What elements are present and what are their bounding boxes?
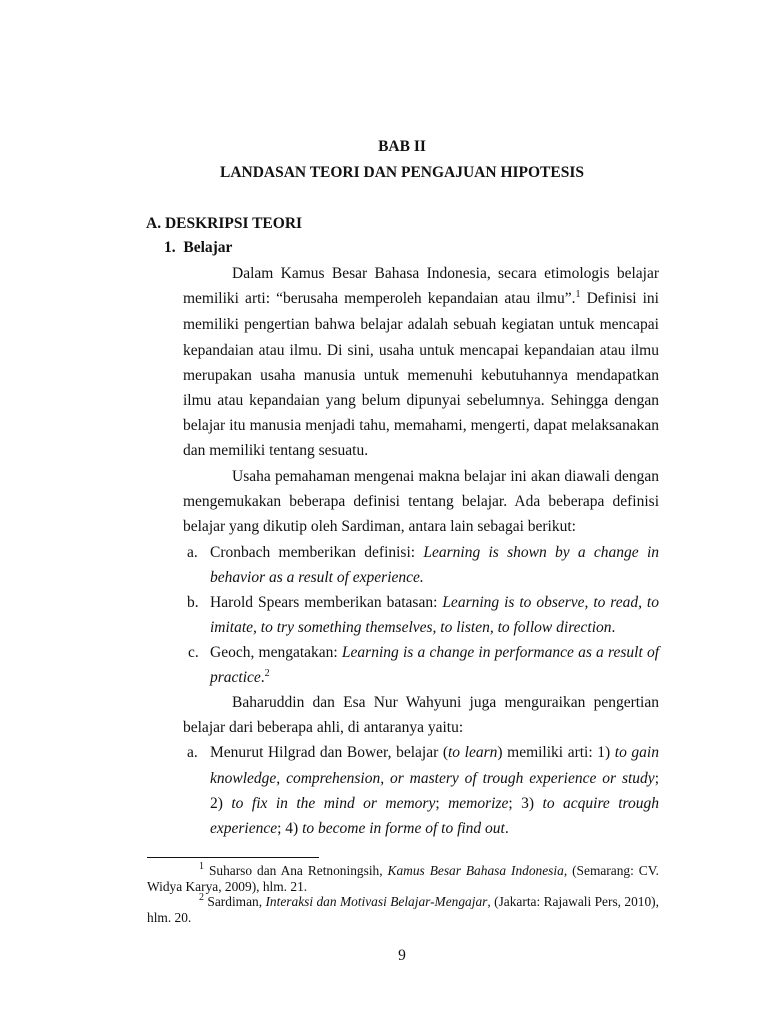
section-heading: A. DESKRIPSI TEORI: [146, 215, 303, 232]
text: .: [611, 619, 616, 636]
footnote-line: Widya Karya, 2009), hlm. 21.: [147, 879, 308, 894]
list-item-line: [210, 570, 424, 586]
text: ; 3): [508, 795, 543, 812]
footnote-line: [199, 861, 659, 878]
text: , (Semarang: CV.: [563, 863, 659, 878]
list-item-line: [210, 771, 659, 787]
list-marker: c.: [188, 644, 199, 661]
quote-text: imitate, to try something themselves, to listen, to follow direction: [210, 619, 612, 636]
paragraph-line: Baharuddin dan Esa Nur Wahyuni juga menguraikan pengertian: [232, 694, 659, 711]
text: .: [260, 669, 265, 686]
quote-text: to fix in the mind or memory: [231, 795, 436, 812]
text: 2): [210, 795, 232, 812]
paragraph-line: ilmu atau kepandaian yang belum dipunyai sebelumnya. Sehingga dengan: [183, 392, 659, 409]
paragraph-line: belajar yang dikutip oleh Sardiman, antara lain sebagai berikut:: [183, 518, 576, 535]
paragraph-line: kepandaian atau ilmu. Di sini, usaha untuk mencapai kepandaian atau ilmu: [183, 342, 659, 359]
text: ;: [435, 795, 449, 812]
footnote-ref: 2: [264, 668, 270, 679]
paragraph-line: belajar dari beberapa ahli, di antaranya yaitu:: [183, 719, 464, 736]
text: Menurut Hilgrad dan Bower, belajar (: [210, 744, 448, 761]
quote-text: to gain: [614, 744, 659, 761]
paragraph-line: [183, 291, 659, 307]
paragraph-line: Dalam Kamus Besar Bahasa Indonesia, secara etimologis belajar: [232, 265, 659, 282]
chapter-title: LANDASAN TEORI DAN PENGAJUAN HIPOTESIS: [219, 164, 585, 181]
subsection-heading: 1. Belajar: [164, 239, 233, 256]
text: Suharso dan Ana Retnoningsih,: [204, 863, 388, 878]
quote-text: to acquire trough: [542, 795, 660, 812]
text: Cronbach memberikan definisi:: [210, 544, 424, 561]
list-item-line: [210, 620, 615, 636]
quote-text: Learning is a change in performance as a result of: [341, 644, 660, 661]
title-text: Kamus Besar Bahasa Indonesia: [387, 863, 564, 878]
text: ; 4): [277, 820, 303, 837]
quote-text: behavior as a result of experience.: [210, 569, 424, 586]
paragraph-line: merupakan usaha manusia untuk memenuhi kebutuhannya mendapatkan: [183, 367, 659, 384]
text: ) memiliki arti: 1): [497, 744, 615, 761]
list-item-line: [210, 595, 659, 611]
list-item-line: [210, 821, 509, 837]
list-marker: b.: [187, 594, 199, 611]
footnote-line: [199, 892, 659, 909]
footnote-number: 1: [199, 861, 204, 872]
quote-text: experience: [210, 820, 278, 837]
text: Harold Spears memberikan batasan:: [210, 594, 443, 611]
list-item-line: [210, 545, 659, 561]
paragraph-line: dan memiliki tentang sesuatu.: [183, 442, 369, 459]
list-item-line: [210, 645, 659, 661]
text: , (Jakarta: Rajawali Pers, 2010),: [487, 894, 659, 909]
footnote-ref: 1: [575, 289, 581, 300]
footnote-line: hlm. 20.: [147, 910, 192, 925]
footnote-separator: [147, 857, 319, 858]
paragraph-line: Usaha pemahaman mengenai makna belajar ini akan diawali dengan: [232, 468, 659, 485]
paragraph-line: belajar itu manusia menjadi tahu, memahami, mengerti, dapat melaksanakan: [183, 417, 659, 434]
list-marker: a.: [187, 544, 198, 561]
quote-text: memorize: [448, 795, 509, 812]
paragraph-line: memiliki pengertian bahwa belajar adalah sebuah kegiatan untuk mencapai: [183, 316, 659, 333]
quote-text: to become in forme of to find out: [302, 820, 505, 837]
text: .: [504, 820, 509, 837]
title-text: Interaksi dan Motivasi Belajar-Mengajar: [265, 894, 488, 909]
quote-text: Learning is to observe, to read, to: [442, 594, 659, 611]
quote-text: practice: [210, 669, 261, 686]
text: memiliki arti: “berusaha memperoleh kepandaian atau ilmu”.: [183, 290, 576, 307]
text: Sardiman,: [204, 894, 266, 909]
quote-text: knowledge, comprehension, or mastery of trough experience or study: [210, 770, 655, 787]
page-number: 9: [398, 947, 406, 964]
text: Geoch, mengatakan:: [210, 644, 342, 661]
paragraph-line: mengemukakan beberapa definisi tentang belajar. Ada beberapa definisi: [183, 493, 659, 510]
chapter-number: BAB II: [378, 138, 426, 155]
text: Definisi ini: [580, 290, 659, 307]
list-item-line: [210, 670, 270, 686]
quote-text: to learn: [448, 744, 498, 761]
footnote-number: 2: [199, 892, 204, 903]
list-marker: a.: [187, 744, 198, 761]
quote-text: Learning is shown by a change in: [423, 544, 659, 561]
list-item-line: [210, 745, 659, 761]
text: ;: [654, 770, 659, 787]
list-item-line: [210, 796, 659, 812]
